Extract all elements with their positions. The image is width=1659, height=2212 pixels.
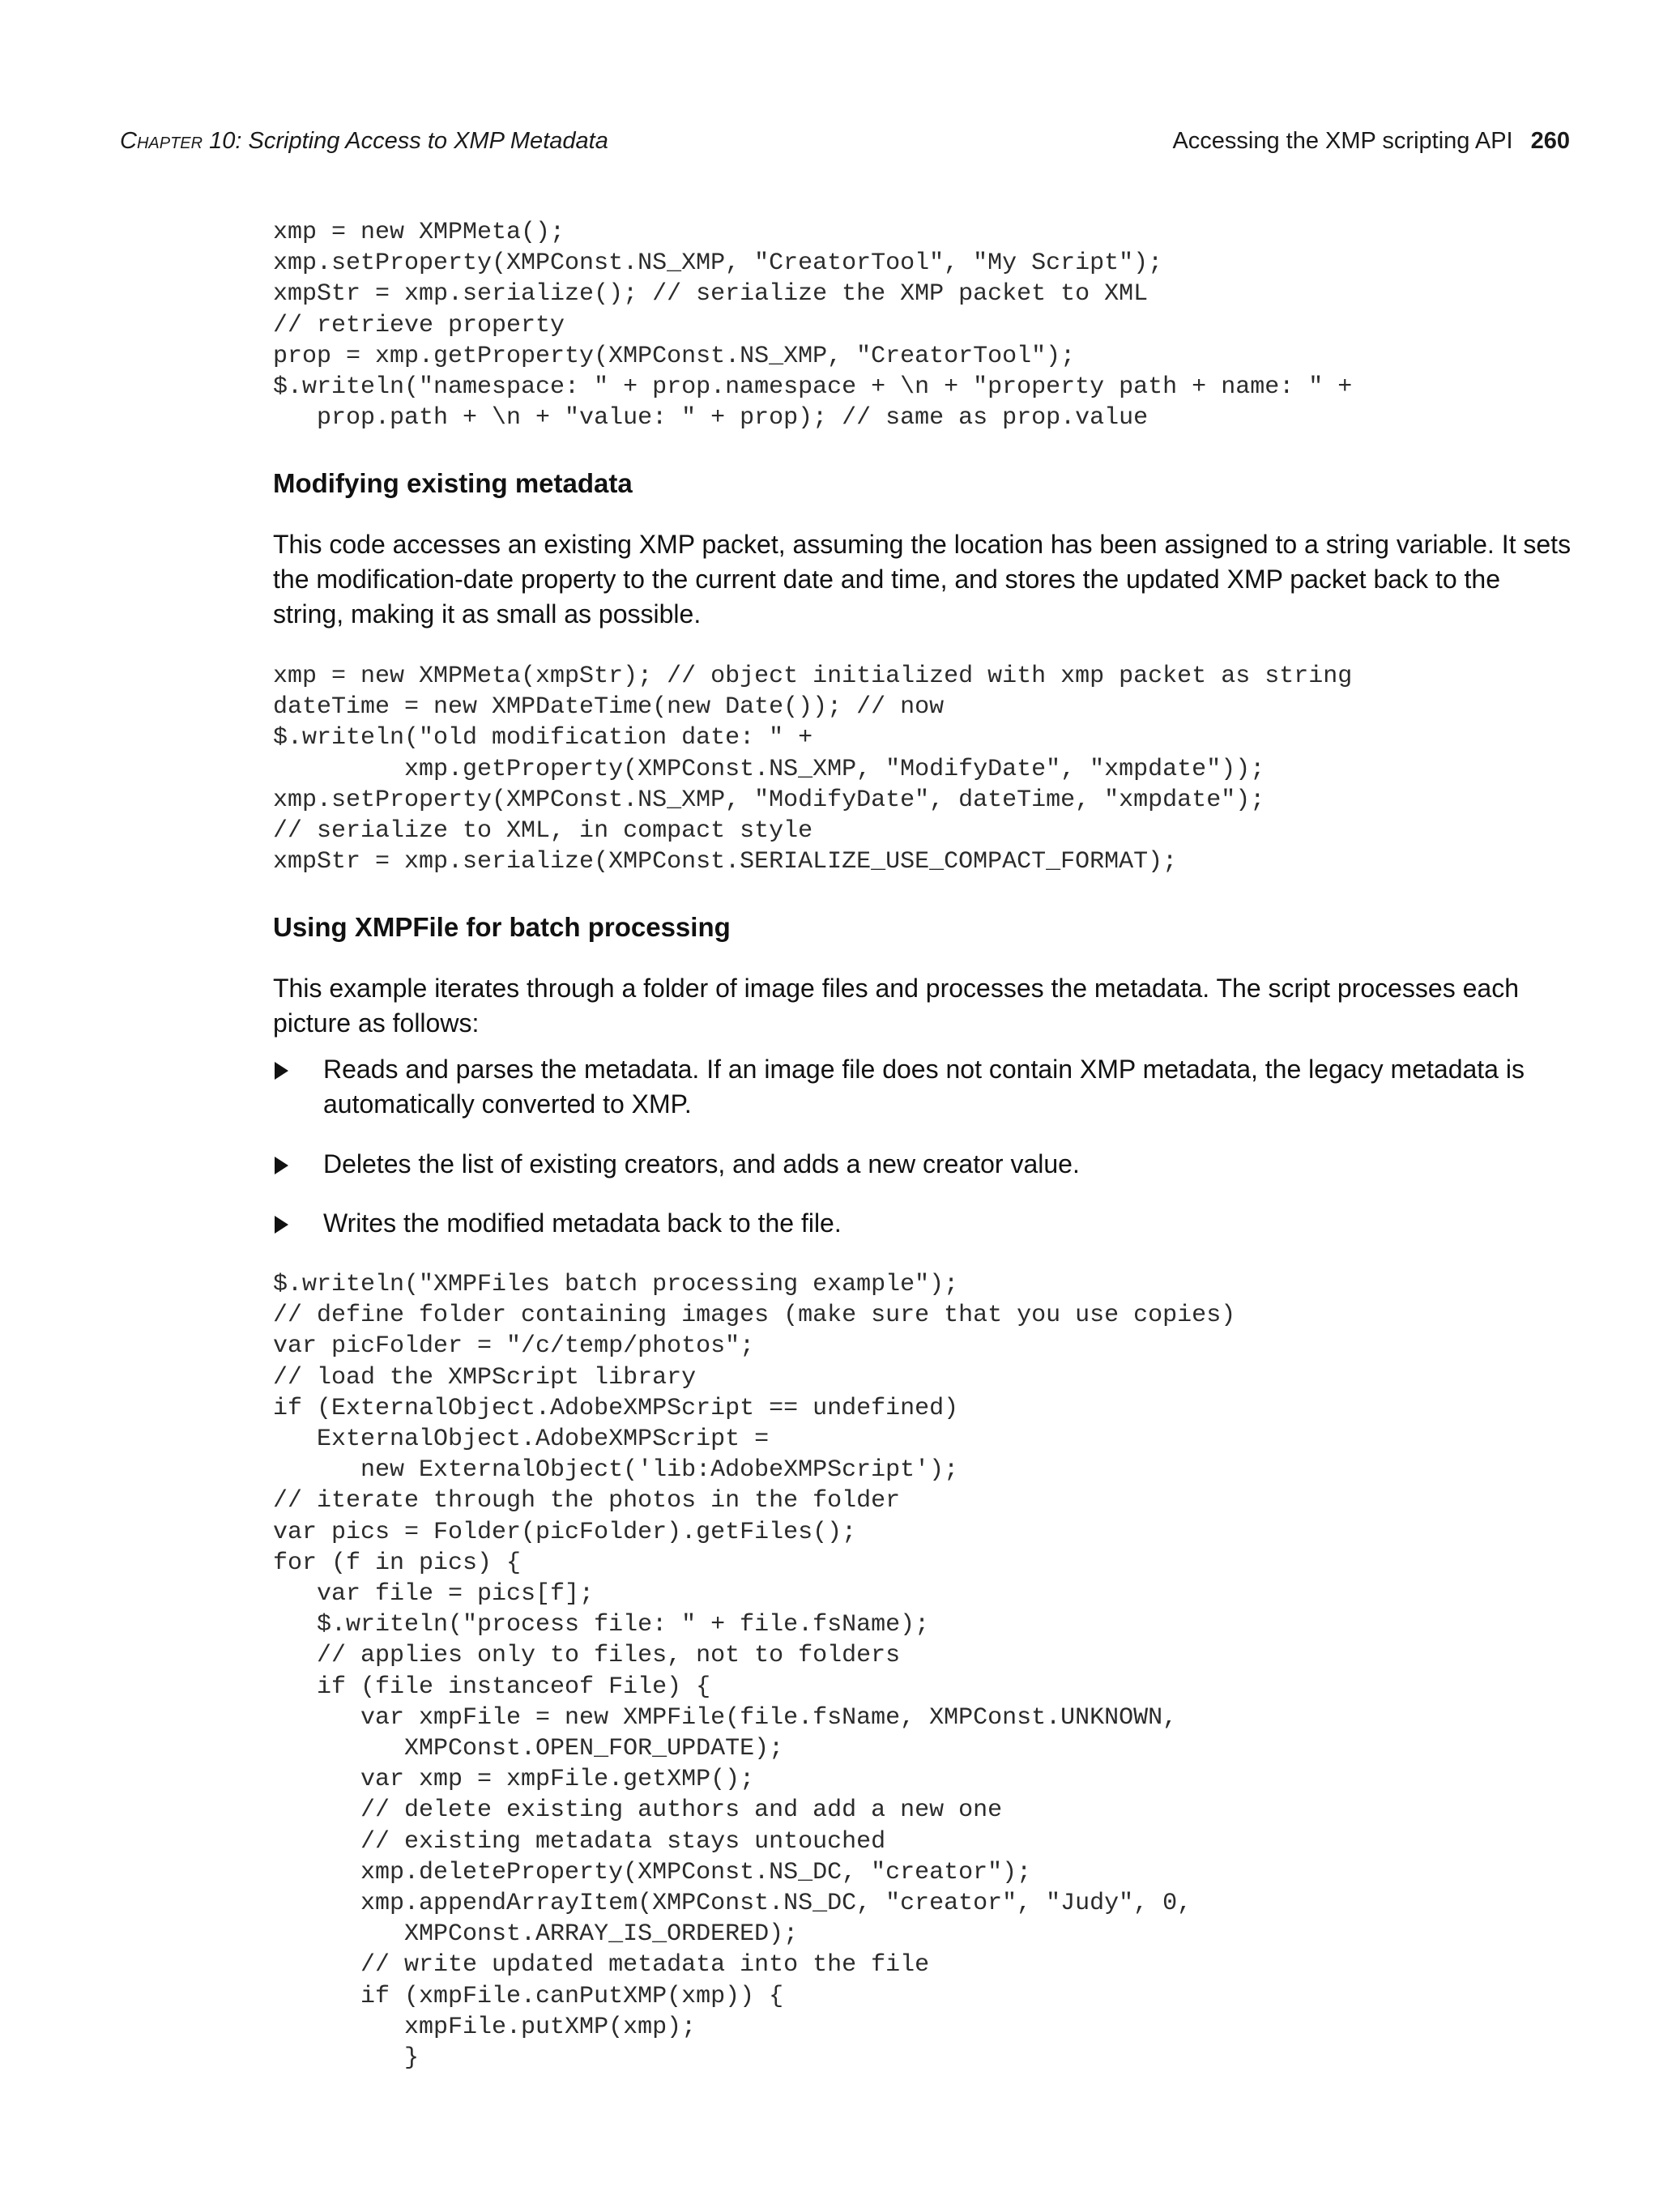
list-item: [273, 1206, 1577, 1241]
triangle-bullet-icon: [275, 1157, 288, 1174]
paragraph-batch: [273, 971, 1577, 1041]
section-title: Accessing the XMP scripting API: [1172, 128, 1513, 154]
paragraph-modifying: [273, 527, 1577, 632]
paragraph-batch-text: This example iterates through a folder of image files and processes the metadata. The script processes each picture as follows:: [273, 974, 1519, 1038]
section-heading-modifying: [273, 468, 1577, 499]
page-number: 260: [1530, 128, 1570, 154]
page-header: [120, 128, 1570, 160]
list-item: [273, 1147, 1577, 1182]
code-block-3-text: $.writeln("XMPFiles batch processing example"); // define folder containing images (make sure that you use copies) var picFolder = "/c/temp/photos"; // load the XMPScript library if (ExternalObject.AdobeXMPScript == undefined) ExternalObject.AdobeXMPScript = new ExternalObject('lib:AdobeXMPScript'); // iterate through the photos in the folder var pics = Folder(picFolder).getFiles(); for (f in pics) { var file = pics[f]; $.writeln("process file: " + file.fsName); // applies only to files, not to folders if (file instanceof File) { var xmpFile = new XMPFile(file.fsName, XMPConst.UNKNOWN, XMPConst.OPEN_FOR_UPDATE); var xmp = xmpFile.getXMP(); // delete existing authors and add a new one // existing metadata stays untouched xmp.deleteProperty(XMPConst.NS_DC, "creator"); xmp.appendArrayItem(XMPConst.NS_DC, "creator", "Judy", 0, XMPConst.ARRAY_IS_ORDERED); // write updated metadata into the file if (xmpFile.canPutXMP(xmp)) { xmpFile.putXMP(xmp); }: [273, 1271, 1236, 2073]
section-heading-batch: [273, 912, 1577, 943]
code-block-2: [273, 661, 1577, 877]
list-item-text: Reads and parses the metadata. If an image file does not contain XMP metadata, the legacy metadata is automatically converted to XMP.: [323, 1055, 1525, 1119]
section-heading-batch-text: Using XMPFile for batch processing: [273, 912, 731, 942]
list-item: [273, 1052, 1577, 1122]
list-item-text: Writes the modified metadata back to the file.: [323, 1208, 842, 1238]
code-block-1-text: xmp = new XMPMeta(); xmp.setProperty(XMPConst.NS_XMP, "CreatorTool", "My Script"); xmpStr = xmp.serialize(); // serialize the XMP packet to XML // retrieve property prop = xmp.getProperty(XMPConst.NS_XMP, "CreatorTool"); $.writeln("namespace: " + prop.namespace + \n + "property path + name: " + prop.path + \n + "value: " + prop); // same as prop.value: [273, 219, 1353, 433]
paragraph-modifying-text: This code accesses an existing XMP packet, assuming the location has been assigned to a string variable. It sets the modification-date property to the current date and time, and stores the updated XMP packet back to the string, making it as small as possible.: [273, 530, 1572, 629]
list-item-text: Deletes the list of existing creators, and adds a new creator value.: [323, 1149, 1080, 1178]
section-heading-modifying-text: Modifying existing metadata: [273, 468, 633, 498]
code-block-1: [273, 217, 1577, 433]
chapter-title: Scripting Access to XMP Metadata: [248, 128, 608, 154]
code-block-2-text: xmp = new XMPMeta(xmpStr); // object initialized with xmp packet as string dateTime = new XMPDateTime(new Date()); // now $.writeln("old modification date: " + xmp.getProperty(XMPConst.NS_XMP, "ModifyDate", "xmpdate")); xmp.setProperty(XMPConst.NS_XMP, "ModifyDate", dateTime, "xmpdate"); // serialize to XML, in compact style xmpStr = xmp.serialize(XMPConst.SERIALIZE_USE_COMPACT_FORMAT);: [273, 663, 1353, 876]
running-head: [1172, 128, 1570, 155]
triangle-bullet-icon: [275, 1216, 288, 1234]
triangle-bullet-icon: [275, 1062, 288, 1080]
chapter-heading: [120, 128, 608, 155]
chapter-label: Chapter 10:: [120, 128, 249, 154]
code-block-3: [273, 1269, 1577, 2073]
